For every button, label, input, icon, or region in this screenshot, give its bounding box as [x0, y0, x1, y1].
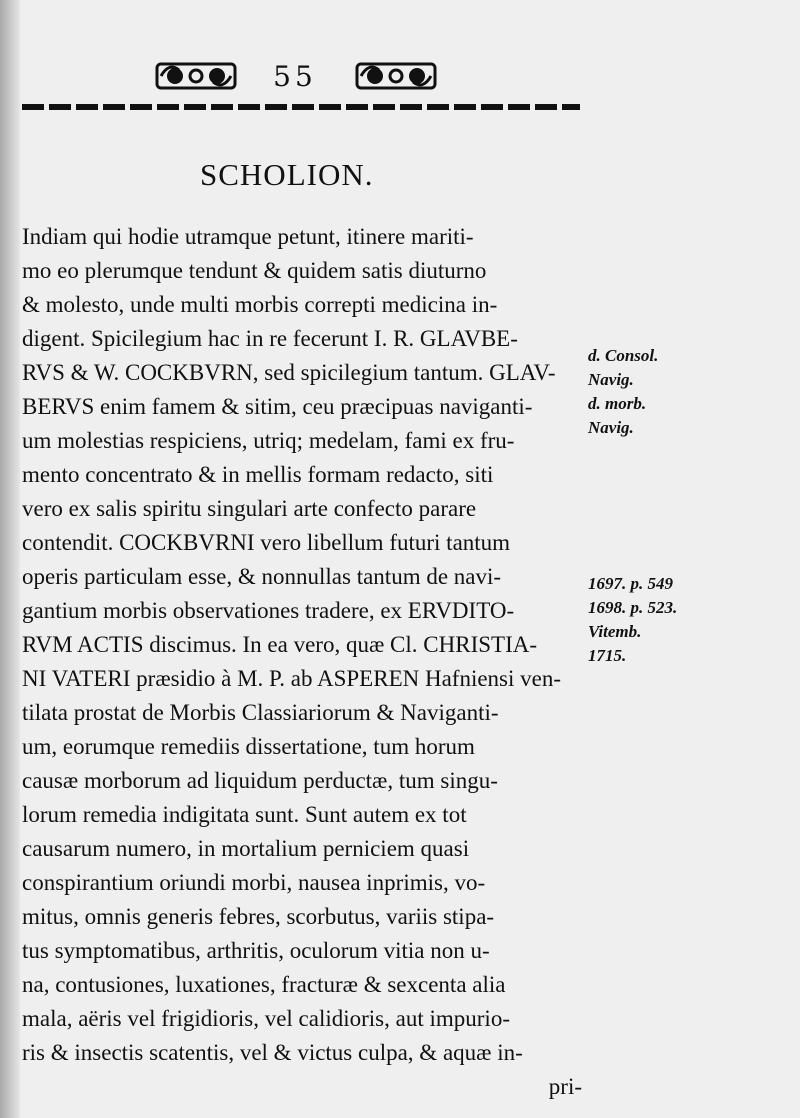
text-line: tilata prostat de Morbis Classiariorum & Naviganti- — [22, 700, 499, 725]
margin-note: Vitemb. — [588, 622, 642, 641]
text-line: um molestias respiciens, utriq; medelam, fami ex fru- — [22, 428, 515, 453]
section-heading: SCHOLION. — [200, 157, 374, 192]
text-line: conspirantium oriundi morbi, nausea inprimis, vo- — [22, 870, 486, 895]
text-line: mitus, omnis generis febres, scorbutus, variis stipa- — [22, 904, 495, 929]
text-line: ris & insectis scatentis, vel & victus culpa, & aquæ in- — [22, 1040, 523, 1065]
text-line: BERVS enim famem & sitim, ceu præcipuas naviganti- — [22, 394, 533, 419]
margin-note: Navig. — [588, 370, 634, 389]
header-rule — [22, 104, 580, 110]
text-line: & molesto, unde multi morbis correpti medicina in- — [22, 292, 498, 317]
margin-note: d. Consol. — [588, 346, 659, 365]
floral-ornament-icon — [155, 58, 237, 94]
text-line: RVS & W. COCKBVRN, sed spicilegium tantum. GLAV- — [22, 360, 556, 385]
text-line: contendit. COCKBVRNI vero libellum futuri tantum — [22, 530, 511, 555]
text-line: mala, aëris vel frigidioris, vel calidioris, aut impurio- — [22, 1006, 510, 1031]
margin-note: 1698. p. 523. — [588, 598, 678, 617]
page-header — [155, 58, 440, 94]
text-line: tus symptomatibus, arthritis, oculorum vitia non u- — [22, 938, 490, 963]
text-line: mento concentrato & in mellis formam redacto, siti — [22, 462, 494, 487]
text-line: digent. Spicilegium hac in re fecerunt I. R. GLAVBE- — [22, 326, 518, 351]
text-line: na, contusiones, luxationes, fracturæ & sexcenta alia — [22, 972, 506, 997]
margin-note: d. morb. — [588, 394, 647, 413]
text-line: NI VATERI præsidio à M. P. ab ASPEREN Hafniensi ven- — [22, 666, 562, 691]
text-line: causæ morborum ad liquidum perductæ, tum singu- — [22, 768, 498, 793]
catchword: pri- — [548, 1074, 582, 1099]
margin-note: Navig. — [588, 418, 634, 437]
page-number: 55 — [273, 60, 317, 93]
margin-note: 1715. — [588, 646, 627, 665]
text-line: mo eo plerumque tendunt & quidem satis diuturno — [22, 258, 487, 283]
text-line: causarum numero, in mortalium perniciem quasi — [22, 836, 470, 861]
text-line: operis particulam esse, & nonnullas tantum de navi- — [22, 564, 502, 589]
floral-ornament-icon — [355, 58, 437, 94]
margin-note: 1697. p. 549 — [588, 574, 673, 593]
text-line: lorum remedia indigitata sunt. Sunt autem ex tot — [22, 802, 467, 827]
text-line: um, eorumque remediis dissertatione, tum horum — [22, 734, 475, 759]
page-binding-shadow — [0, 0, 20, 1118]
text-line: RVM ACTIS discimus. In ea vero, quæ Cl. CHRISTIA- — [22, 632, 538, 657]
text-line: Indiam qui hodie utramque petunt, itinere mariti- — [22, 224, 474, 249]
text-line: gantium morbis observationes tradere, ex ERVDITO- — [22, 598, 515, 623]
text-line: vero ex salis spiritu singulari arte confecto parare — [22, 496, 477, 521]
